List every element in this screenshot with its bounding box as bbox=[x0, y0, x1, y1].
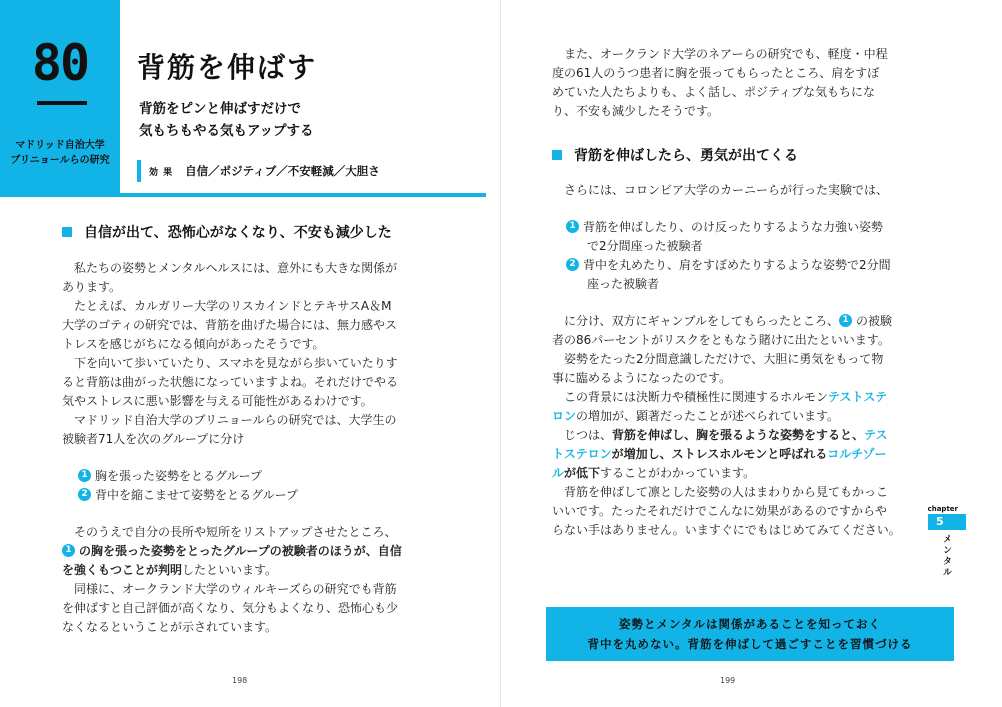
bold-text: を強くもつことが判明 bbox=[62, 563, 183, 577]
section-heading bbox=[552, 145, 798, 165]
list-item bbox=[552, 218, 901, 237]
page-number: 199 bbox=[720, 676, 736, 685]
body-line: 事に臨めるようになったのです。 bbox=[552, 371, 732, 385]
body-line: また、オークランド大学のネアーらの研究でも、軽度・中程 bbox=[552, 47, 888, 61]
body-line bbox=[552, 312, 901, 331]
body-line: 者の86パーセントがリスクをともなう賭けに出たといいます。 bbox=[552, 333, 890, 347]
list-item bbox=[552, 256, 901, 275]
body-text: じつは、 bbox=[552, 428, 613, 442]
section-heading bbox=[62, 222, 392, 242]
list-item-text: 胸を張った姿勢をとるグループ bbox=[95, 469, 263, 483]
highlight-term: コルチゾー bbox=[827, 447, 887, 461]
list-item-text: 背中を縮こませて姿勢をとるグループ bbox=[95, 488, 299, 502]
bold-text: 背筋を伸ばし、胸を張るような姿勢をすると、 bbox=[612, 428, 865, 442]
chapter-label: chapter bbox=[927, 505, 958, 513]
body-line bbox=[552, 426, 901, 445]
body-text: に分け、双方にギャンブルをしてもらったところ、 bbox=[552, 314, 840, 328]
body-line bbox=[552, 407, 901, 426]
body-text: の被験 bbox=[856, 314, 893, 328]
highlight-term: ル bbox=[552, 466, 565, 480]
body-line: なくなるということが示されています。 bbox=[62, 620, 278, 634]
body-line: トレスを感じがちになる傾向があったそうです。 bbox=[62, 337, 325, 351]
page-subtitle bbox=[139, 98, 314, 142]
chapter-name: メンタル bbox=[941, 534, 951, 578]
square-bullet-icon bbox=[552, 150, 562, 160]
summary-box bbox=[546, 607, 954, 661]
body-line: 被験者71人を次のグループに分け bbox=[62, 432, 245, 446]
section-number: 80 bbox=[31, 34, 89, 92]
body-line bbox=[62, 561, 402, 580]
bold-text: の胸を張った姿勢をとったグループの被験者のほうが、自信 bbox=[79, 544, 402, 558]
page-title: 背筋を伸ばす bbox=[137, 51, 318, 84]
body-line: いいです。たったそれだけでこんなに効果があるのですからや bbox=[552, 504, 888, 518]
body-line: 私たちの姿勢とメンタルヘルスには、意外にも大きな関係が bbox=[62, 261, 398, 275]
body-text: の増加が、顕著だったことが述べられています。 bbox=[576, 409, 840, 423]
highlight-term: トステロン bbox=[552, 447, 612, 461]
number-underline bbox=[37, 101, 87, 105]
study-credit-line: マドリッド自治大学 bbox=[15, 140, 105, 151]
body-line: 同様に、オークランド大学のウィルキーズらの研究でも背筋 bbox=[62, 582, 397, 596]
study-credit-line: ブリニョールらの研究 bbox=[10, 155, 110, 166]
body-line bbox=[552, 388, 901, 407]
section-heading-text: 背筋を伸ばしたら、勇気が出てくる bbox=[574, 148, 798, 164]
body-line bbox=[552, 445, 901, 464]
body-line bbox=[552, 464, 901, 483]
list-item-text: 座った被験者 bbox=[587, 277, 660, 291]
right-body-main bbox=[552, 181, 901, 540]
body-line: 背筋を伸ばして凛とした姿勢の人はまわりから見てもかっこ bbox=[552, 485, 889, 499]
section-number-box bbox=[0, 0, 120, 197]
left-body-text bbox=[62, 259, 402, 637]
page-number: 198 bbox=[232, 676, 248, 685]
list-item-text: 背中を丸めたり、肩をすぼめたりするような姿勢で2分間 bbox=[583, 258, 891, 272]
body-line: 大学のゴティの研究では、背筋を曲げた場合には、無力感やス bbox=[62, 318, 398, 332]
number-circle-icon: 2 bbox=[78, 488, 91, 501]
body-line: さらには、コロンビア大学のカーニーらが行った実験では、 bbox=[552, 183, 889, 197]
body-line: そのうえで自分の長所や短所をリストアップさせたところ、 bbox=[62, 525, 397, 539]
effect-label: 効 果 bbox=[149, 168, 174, 178]
highlight-term: テス bbox=[864, 428, 888, 442]
number-circle-icon: 1 bbox=[839, 314, 852, 327]
list-item bbox=[62, 467, 402, 486]
body-line: 下を向いて歩いていたり、スマホを見ながら歩いていたりす bbox=[62, 356, 398, 370]
effect-text: 自信／ポジティブ／不安軽減／大胆さ bbox=[185, 164, 380, 178]
list-item-text: 背筋を伸ばしたり、のけ反ったりするような力強い姿勢 bbox=[583, 220, 884, 234]
body-line: あります。 bbox=[62, 280, 122, 294]
body-text: この背景には決断力や積極性に関連するホルモン bbox=[552, 390, 829, 404]
body-line: 姿勢をたった2分間意識しただけで、大胆に勇気をもって物 bbox=[552, 352, 884, 366]
body-line: ると背筋は曲がった状態になっていますよね。それだけでやる bbox=[62, 375, 399, 389]
bold-text: が増加し、ストレスホルモンと呼ばれる bbox=[611, 447, 828, 461]
body-text: することがわかっています。 bbox=[600, 466, 756, 480]
body-line: を伸ばすと自己評価が高くなり、気分もよくなり、恐怖心も少 bbox=[62, 601, 399, 615]
study-credit bbox=[4, 138, 116, 168]
body-line: り、不安も減少したそうです。 bbox=[552, 104, 720, 118]
number-circle-icon: 1 bbox=[566, 220, 579, 233]
number-circle-icon: 1 bbox=[62, 544, 75, 557]
body-text: したといいます。 bbox=[182, 563, 278, 577]
number-circle-icon: 1 bbox=[78, 469, 91, 482]
subtitle-line: 背筋をピンと伸ばすだけで bbox=[139, 101, 301, 117]
subtitle-line: 気もちもやる気もアップする bbox=[139, 123, 314, 139]
highlight-term: ロン bbox=[552, 409, 577, 423]
square-bullet-icon bbox=[62, 227, 72, 237]
summary-line: 姿勢とメンタルは関係があることを知っておく bbox=[618, 617, 882, 631]
body-line: たとえば、カルガリー大学のリスカインドとテキサスA＆M bbox=[62, 299, 392, 313]
body-line: 気やストレスに悪い影響を与える可能性があるわけです。 bbox=[62, 394, 373, 408]
section-heading-text: 自信が出て、恐怖心がなくなり、不安も減少した bbox=[84, 225, 392, 241]
header-rule bbox=[120, 193, 486, 197]
right-body-top bbox=[552, 45, 888, 121]
summary-line: 背中を丸めない。背筋を伸ばして過ごすことを習慣づける bbox=[587, 637, 913, 651]
highlight-term: テストステ bbox=[828, 390, 888, 404]
right-page bbox=[501, 0, 1002, 707]
body-line: めていた人たちよりも、よく話し、ポジティブな気もちにな bbox=[552, 85, 876, 99]
body-line: らない手はありません。いますぐにでもはじめてみてください。 bbox=[552, 523, 901, 537]
body-line: マドリッド自治大学のブリニョールらの研究では、大学生の bbox=[62, 413, 397, 427]
list-item bbox=[62, 486, 402, 505]
body-line bbox=[62, 542, 402, 561]
body-line: 度の61人のうつ患者に胸を張ってもらったところ、肩をすぼ bbox=[552, 66, 880, 80]
chapter-tab bbox=[922, 505, 966, 578]
list-item-text: で2分間座った被験者 bbox=[587, 239, 703, 253]
chapter-number: 5 bbox=[928, 514, 966, 530]
number-circle-icon: 2 bbox=[566, 258, 579, 271]
bold-text: が低下 bbox=[564, 466, 601, 480]
effect-tag bbox=[137, 160, 380, 182]
